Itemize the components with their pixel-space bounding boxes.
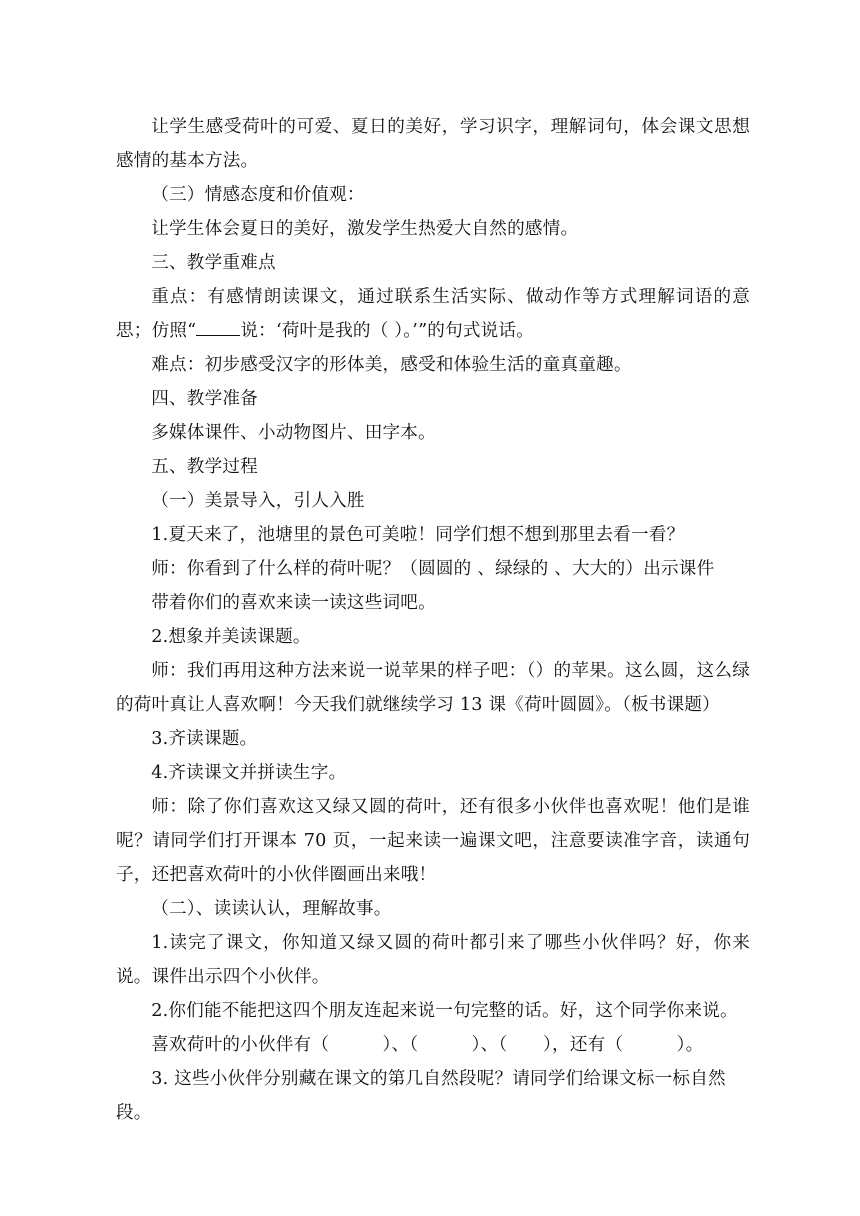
step-paragraph: 1.读完了课文，你知道又绿又圆的荷叶都引来了哪些小伙伴吗？好，你来说。课件出示四个小伙伴。 [116, 933, 750, 987]
section-heading-key-points: 三、教学重难点 [151, 253, 276, 273]
teacher-paragraph: 师：你看到了什么样的荷叶呢？（圆圆的 、绿绿的 、大大的）出示课件 [151, 559, 715, 579]
fill-in-sentence: 喜欢荷叶的小伙伴有（ ）、（ ）、（ ），还有（ ）。 [151, 1035, 704, 1055]
teacher-paragraph: 师：除了你们喜欢这又绿又圆的荷叶，还有很多小伙伴也喜欢呢！他们是谁呢？请同学们打开课本 70 页，一起来读一遍课文吧，注意要读准字音，读通句子，还把喜欢荷叶的小伙伴圈画出来哦！ [116, 797, 750, 885]
attitude-paragraph: 让学生体会夏日的美好，激发学生热爱大自然的感情。 [151, 219, 579, 239]
key-point-text-start: 重点：有感情朗读课文，通过联系生活实际、做动作等方式理解词语的意思；仿照“ [116, 287, 750, 341]
difficulty-paragraph: 难点：初步感受汉字的形体美，感受和体验生活的童真童趣。 [151, 355, 632, 375]
step-paragraph: 2.你们能不能把这四个朋友连起来说一句完整的话。好，这个同学你来说。 [151, 1001, 738, 1021]
step-paragraph: 4.齐读课文并拼读生字。 [151, 763, 347, 783]
section-heading-process: 五、教学过程 [151, 457, 258, 477]
step-paragraph: 1.夏天来了，池塘里的景色可美啦！同学们想不想到那里去看一看？ [151, 525, 685, 545]
objective-paragraph: 让学生感受荷叶的可爱、夏日的美好，学习识字，理解词句，体会课文思想感情的基本方法。 [116, 117, 750, 171]
key-point-paragraph [116, 280, 750, 348]
step-paragraph: 2.想象并美读课题。 [151, 627, 311, 647]
step-paragraph: 3. 这些小伙伴分别藏在课文的第几自然段呢？请同学们给课文标一标自然段。 [116, 1069, 726, 1123]
subsection-heading-intro: （一）美景导入，引人入胜 [151, 491, 365, 511]
key-point-text-end: 说：‘荷叶是我的（ ）。’”的句式说话。 [240, 321, 535, 341]
section-heading-preparation: 四、教学准备 [151, 389, 258, 409]
document-body [116, 110, 750, 1130]
preparation-paragraph: 多媒体课件、小动物图片、田字本。 [151, 423, 436, 443]
subsection-heading-reading: （二）、读读认认，理解故事。 [151, 899, 392, 919]
step-paragraph: 带着你们的喜欢来读一读这些词吧。 [151, 593, 436, 613]
fill-in-blank [196, 317, 240, 336]
section-heading-attitude: （三）情感态度和价值观： [151, 185, 365, 205]
step-paragraph: 3.齐读课题。 [151, 729, 258, 749]
teacher-paragraph: 师：我们再用这种方法来说一说苹果的样子吧：（）的苹果。这么圆，这么绿的荷叶真让人喜欢啊！今天我们就继续学习 13 课《荷叶圆圆》。（板书课题） [116, 661, 750, 715]
